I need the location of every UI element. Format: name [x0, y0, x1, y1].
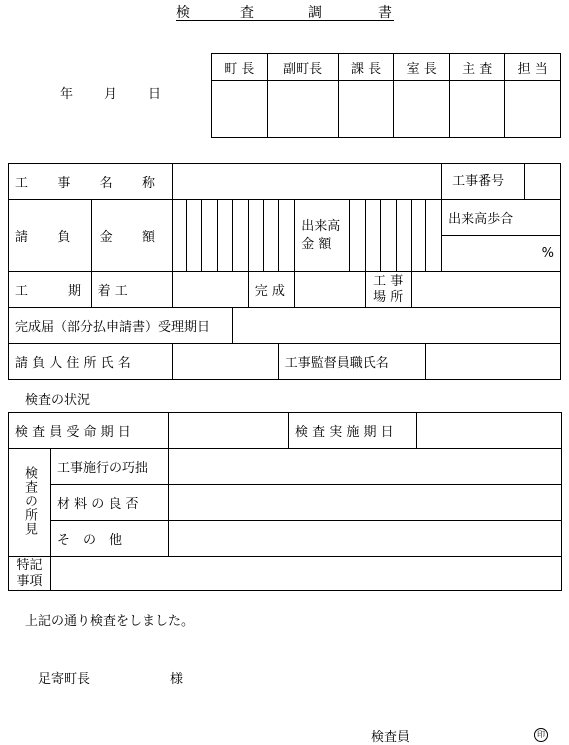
appoint-date-label: 検 査 員 受 命 期 日	[9, 413, 169, 449]
title-char: 検	[176, 5, 190, 21]
opinion-item-label: 材 料 の 良 否	[51, 485, 169, 521]
project-number-label: 工事番号	[442, 164, 525, 199]
report-date-label: 完成届（部分払申請書）受理期日	[9, 308, 233, 344]
title-char: 査	[240, 5, 254, 21]
completed-amount-digit[interactable]	[381, 200, 397, 272]
label-char: 事	[57, 176, 71, 191]
project-name-label	[9, 164, 173, 200]
contract-amount-digit[interactable]	[278, 200, 295, 272]
label-char: 期	[67, 284, 81, 299]
approval-stamp-box[interactable]	[338, 81, 394, 138]
title-char: 調	[308, 5, 322, 21]
exec-date-label: 検 査 実 施 期 日	[289, 413, 417, 449]
label-char: 名	[99, 176, 113, 191]
inspection-form-table	[8, 163, 561, 380]
addressee: 足寄町長	[38, 672, 91, 687]
inspection-table	[8, 412, 562, 591]
special-notes-label	[9, 557, 51, 591]
approval-stamp-box[interactable]	[394, 81, 450, 138]
label-char: 工	[15, 284, 29, 299]
inspection-status-heading: 検査の状況	[25, 393, 91, 408]
label-char: 金	[99, 230, 113, 245]
completed-amount-label	[295, 200, 350, 272]
completed-amount-digit[interactable]	[412, 200, 426, 272]
contract-amount-digit[interactable]	[186, 200, 202, 272]
site-label	[365, 272, 412, 308]
supervisor-field[interactable]	[426, 344, 561, 380]
inspection-statement: 上記の通り検査をしました。	[25, 614, 195, 629]
approval-stamp-box[interactable]	[212, 81, 268, 138]
opinion-label	[9, 449, 51, 557]
completed-amount-line: 金 額	[301, 236, 332, 252]
exec-date-field[interactable]	[417, 413, 562, 449]
approval-header: 担 当	[505, 54, 561, 81]
approval-header: 町 長	[212, 54, 268, 81]
percent-sign: %	[541, 246, 554, 261]
label-char: 工	[15, 176, 29, 191]
label-char: 負	[57, 230, 71, 245]
report-date-field[interactable]	[233, 308, 561, 344]
contract-amount-digit[interactable]	[248, 200, 264, 272]
approval-header: 課 長	[338, 54, 394, 81]
start-label: 着 工	[91, 272, 173, 308]
contract-amount-digit[interactable]	[264, 200, 278, 272]
opinion-item-label: 工事施行の巧拙	[51, 449, 169, 485]
site-line: 場 所	[373, 289, 404, 305]
approval-stamp-box[interactable]	[505, 81, 561, 138]
date-month: 月	[104, 87, 118, 102]
project-number-field[interactable]	[525, 164, 560, 199]
special-notes-line: 特記	[16, 557, 43, 573]
project-name-field[interactable]	[173, 164, 442, 200]
contract-amount-digit[interactable]	[233, 200, 249, 272]
approval-stamp-box[interactable]	[267, 81, 338, 138]
contract-amount-digit[interactable]	[173, 200, 186, 272]
completion-rate-field[interactable]	[442, 236, 561, 272]
completion-rate-label: 出来高歩合	[442, 200, 561, 236]
label-char: 称	[141, 176, 155, 191]
period-label	[9, 272, 92, 308]
opinion-item-field[interactable]	[169, 521, 562, 557]
contract-amount-digit[interactable]	[202, 200, 218, 272]
start-date-field[interactable]	[173, 272, 248, 308]
page-title	[176, 2, 394, 21]
contract-amount-digit[interactable]	[217, 200, 233, 272]
date-day: 日	[148, 87, 162, 102]
approval-header: 室 長	[394, 54, 450, 81]
complete-date-field[interactable]	[295, 272, 365, 308]
approval-stamp-box[interactable]	[449, 81, 505, 138]
complete-label: 完 成	[248, 272, 295, 308]
approval-header: 副町長	[267, 54, 338, 81]
contractor-field[interactable]	[173, 344, 278, 380]
seal-mark-icon: 印	[534, 728, 548, 742]
completed-amount-line: 出来高	[301, 218, 341, 234]
completed-amount-digit[interactable]	[365, 200, 381, 272]
completed-amount-digit[interactable]	[396, 200, 412, 272]
date-year: 年	[60, 87, 74, 102]
opinion-item-label: そ の 他	[51, 521, 169, 557]
supervisor-label: 工事監督員職氏名	[278, 344, 426, 380]
label-char: 額	[141, 230, 155, 245]
contract-amount-label	[9, 200, 155, 272]
special-notes-line: 事項	[16, 573, 43, 589]
site-field[interactable]	[412, 272, 561, 308]
inspector-label: 検査員	[371, 730, 411, 745]
completed-amount-digit[interactable]	[350, 200, 366, 272]
label-char: 請	[15, 230, 29, 245]
honorific: 様	[170, 672, 184, 687]
site-line: 工 事	[373, 273, 404, 289]
approval-stamp-table	[211, 53, 561, 138]
special-notes-field[interactable]	[51, 557, 562, 591]
appoint-date-field[interactable]	[169, 413, 289, 449]
opinion-item-field[interactable]	[169, 449, 562, 485]
completed-amount-digit[interactable]	[426, 200, 442, 272]
title-char: 書	[378, 5, 392, 21]
contractor-label: 請 負 人 住 所 氏 名	[9, 344, 173, 380]
project-number-group	[442, 164, 561, 200]
opinion-label-text: 検査の所見	[22, 465, 37, 536]
opinion-item-field[interactable]	[169, 485, 562, 521]
approval-header: 主 査	[449, 54, 505, 81]
